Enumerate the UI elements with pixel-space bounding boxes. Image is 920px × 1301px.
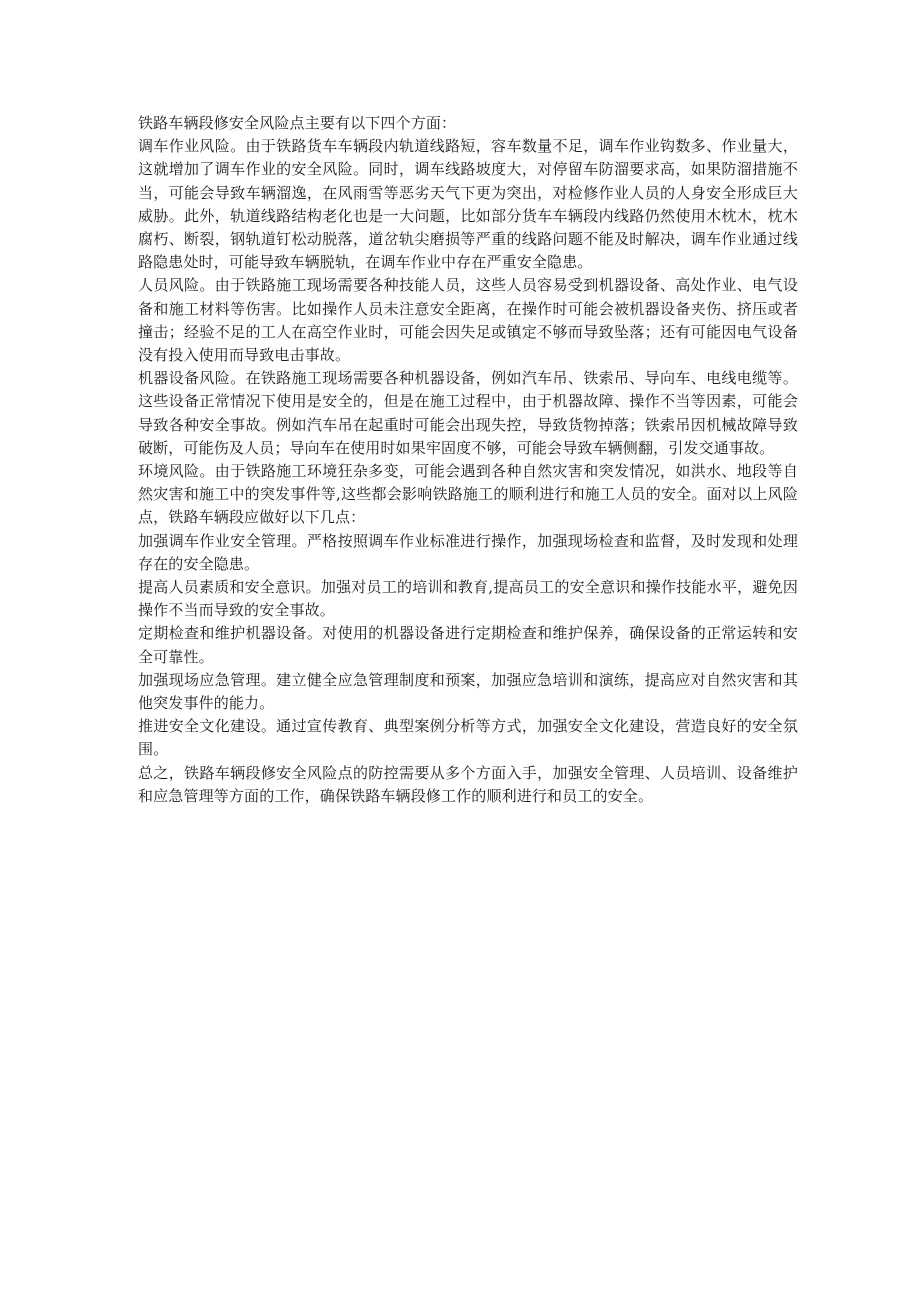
measure-culture-paragraph: 推进安全文化建设。通过宣传教育、典型案例分析等方式，加强安全文化建设，营造良好的安全氛围。 xyxy=(138,717,798,759)
document-body xyxy=(138,112,798,808)
intro-paragraph: 铁路车辆段修安全风险点主要有以下四个方面： xyxy=(138,114,457,132)
shunting-risk-paragraph: 调车作业风险。由于铁路货车车辆段内轨道线路短，容车数量不足，调车作业钩数多、作业量大，这就增加了调车作业的安全风险。同时，调车线路坡度大，对停留车防溜要求高，如果防溜措施不当，可能会导致车辆溜逸，在风雨雪等恶劣天气下更为突出，对检修作业人员的人身安全形成巨大威胁。此外，轨道线路结构老化也是一大问题，比如部分货车车辆段内线路仍然使用木枕木，枕木腐朽、断裂，钢轨道钉松动脱落，道岔轨尖磨损等严重的线路问题不能及时解决，调车作业通过线路隐患处时，可能导致车辆脱轨，在调车作业中存在严重安全隐患。 xyxy=(138,137,798,272)
equipment-risk-paragraph: 机器设备风险。在铁路施工现场需要各种机器设备，例如汽车吊、铁索吊、导向车、电线电缆等。这些设备正常情况下使用是安全的，但是在施工过程中，由于机器故障、操作不当等因素，可能会导致各种安全事故。例如汽车吊在起重时可能会出现失控，导致货物掉落；铁索吊因机械故障导致破断，可能伤及人员；导向车在使用时如果牢固度不够，可能会导致车辆侧翻，引发交通事故。 xyxy=(138,369,798,457)
personnel-risk-paragraph: 人员风险。由于铁路施工现场需要各种技能人员，这些人员容易受到机器设备、高处作业、电气设备和施工材料等伤害。比如操作人员未注意安全距离，在操作时可能会被机器设备夹伤、挤压或者撞击；经验不足的工人在高空作业时，可能会因失足或镇定不够而导致坠落；还有可能因电气设备没有投入使用而导致电击事故。 xyxy=(138,276,798,365)
measure-equipment-paragraph: 定期检查和维护机器设备。对使用的机器设备进行定期检查和维护保养，确保设备的正常运转和安全可靠性。 xyxy=(138,624,798,666)
environment-risk-paragraph: 环境风险。由于铁路施工环境狂杂多变，可能会遇到各种自然灾害和突发情况，如洪水、地段等自然灾害和施工中的突发事件等,这些都会影响铁路施工的顺利进行和施工人员的安全。面对以上风险点，铁路车辆段应做好以下几点： xyxy=(138,462,798,527)
conclusion-paragraph: 总之，铁路车辆段修安全风险点的防控需要从多个方面入手，加强安全管理、人员培训、设备维护和应急管理等方面的工作，确保铁路车辆段修工作的顺利进行和员工的安全。 xyxy=(138,763,798,805)
measure-personnel-paragraph: 提高人员素质和安全意识。加强对员工的培训和教育,提高员工的安全意识和操作技能水平，避免因操作不当而导致的安全事故。 xyxy=(138,578,798,620)
measure-shunting-paragraph: 加强调车作业安全管理。严格按照调车作业标准进行操作，加强现场检查和监督，及时发现和处理存在的安全隐患。 xyxy=(138,531,798,573)
measure-emergency-paragraph: 加强现场应急管理。建立健全应急管理制度和预案，加强应急培训和演练，提高应对自然灾害和其他突发事件的能力。 xyxy=(138,670,798,713)
